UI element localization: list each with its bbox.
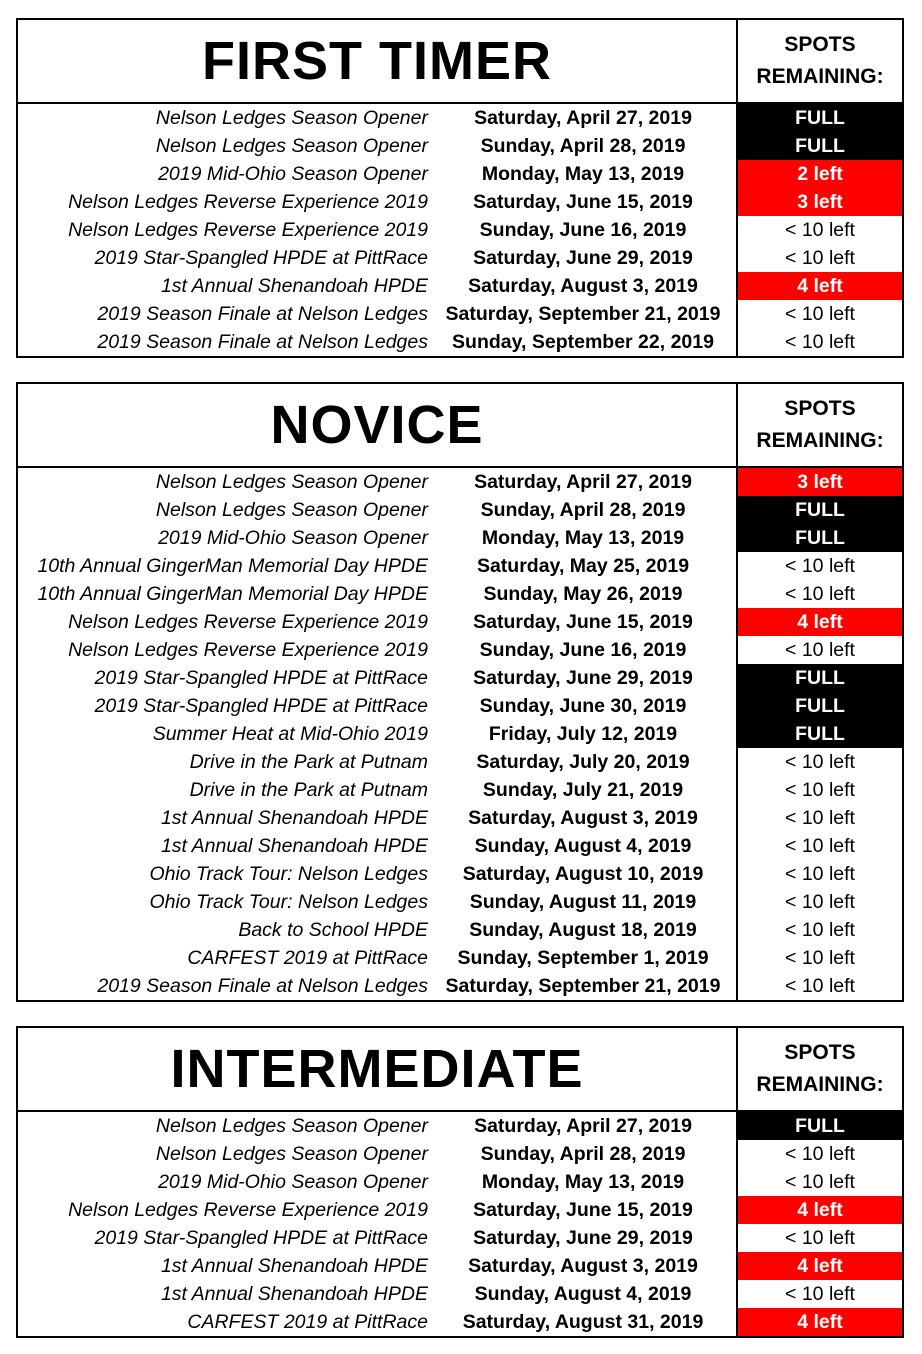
event-name: Ohio Track Tour: Nelson Ledges <box>149 863 428 885</box>
event-name: 10th Annual GingerMan Memorial Day HPDE <box>37 555 428 577</box>
status-badge: 4 left <box>736 1308 902 1336</box>
event-date: Saturday, August 3, 2019 <box>468 807 698 829</box>
section-intermediate <box>16 1026 904 1338</box>
status-badge: < 10 left <box>736 216 902 244</box>
event-name: 2019 Mid-Ohio Season Opener <box>158 1171 428 1193</box>
event-date: Saturday, June 15, 2019 <box>473 611 693 633</box>
event-date: Sunday, April 28, 2019 <box>480 135 686 157</box>
status-badge: 2 left <box>736 160 902 188</box>
table-row <box>18 188 902 216</box>
event-name: 2019 Star-Spangled HPDE at PittRace <box>94 1227 428 1249</box>
status-badge: < 10 left <box>736 300 902 328</box>
status-badge: < 10 left <box>736 860 902 888</box>
table-row <box>18 468 902 496</box>
event-name: Nelson Ledges Reverse Experience 2019 <box>68 219 428 241</box>
section-title: NOVICE <box>270 395 484 455</box>
spots-header-line1: SPOTS <box>784 1041 856 1064</box>
event-date: Saturday, May 25, 2019 <box>476 555 690 577</box>
spots-remaining-header <box>736 384 902 466</box>
event-name: 1st Annual Shenandoah HPDE <box>160 835 428 857</box>
status-badge: < 10 left <box>736 748 902 776</box>
event-date: Saturday, April 27, 2019 <box>474 107 692 129</box>
event-date: Saturday, September 21, 2019 <box>445 303 721 325</box>
status-badge: 3 left <box>736 188 902 216</box>
event-date: Sunday, August 18, 2019 <box>469 919 697 941</box>
spots-header-line1: SPOTS <box>784 397 856 420</box>
spots-header-line2: REMAINING: <box>756 65 884 88</box>
spots-header-line2: REMAINING: <box>756 429 884 452</box>
table-row <box>18 1140 902 1168</box>
status-badge: 4 left <box>736 1252 902 1280</box>
table-row <box>18 1252 902 1280</box>
table-row <box>18 160 902 188</box>
spots-remaining-header <box>736 1028 902 1110</box>
event-date: Sunday, June 16, 2019 <box>479 219 687 241</box>
status-badge: < 10 left <box>736 636 902 664</box>
table-row <box>18 1280 902 1308</box>
section-header <box>18 20 902 104</box>
spots-header-line2: REMAINING: <box>756 1073 884 1096</box>
event-date: Saturday, July 20, 2019 <box>476 751 690 773</box>
status-badge: < 10 left <box>736 944 902 972</box>
event-date: Saturday, August 31, 2019 <box>462 1311 704 1333</box>
table-row <box>18 860 902 888</box>
status-badge: < 10 left <box>736 1280 902 1308</box>
status-badge: < 10 left <box>736 244 902 272</box>
event-date: Saturday, June 29, 2019 <box>473 247 693 269</box>
status-badge: < 10 left <box>736 328 902 356</box>
event-name: Nelson Ledges Season Opener <box>155 107 428 129</box>
event-name: Drive in the Park at Putnam <box>189 779 428 801</box>
event-name: Nelson Ledges Reverse Experience 2019 <box>68 191 428 213</box>
event-date: Saturday, June 15, 2019 <box>473 191 693 213</box>
status-badge: 4 left <box>736 272 902 300</box>
event-date: Saturday, June 15, 2019 <box>473 1199 693 1221</box>
table-row <box>18 776 902 804</box>
status-badge: < 10 left <box>736 776 902 804</box>
table-row <box>18 496 902 524</box>
table-row <box>18 832 902 860</box>
event-name: 1st Annual Shenandoah HPDE <box>160 807 428 829</box>
table-row <box>18 328 902 356</box>
table-row <box>18 524 902 552</box>
status-badge: < 10 left <box>736 888 902 916</box>
event-date: Sunday, May 26, 2019 <box>483 583 683 605</box>
table-row <box>18 636 902 664</box>
event-name: 1st Annual Shenandoah HPDE <box>160 1255 428 1277</box>
table-row <box>18 804 902 832</box>
event-name: 2019 Star-Spangled HPDE at PittRace <box>94 247 428 269</box>
event-name: 2019 Mid-Ohio Season Opener <box>158 163 428 185</box>
status-badge: 4 left <box>736 608 902 636</box>
table-row <box>18 272 902 300</box>
event-name: Nelson Ledges Season Opener <box>155 471 428 493</box>
event-name: 2019 Star-Spangled HPDE at PittRace <box>94 695 428 717</box>
spots-remaining-header <box>736 20 902 102</box>
status-badge: FULL <box>736 720 902 748</box>
event-date: Saturday, August 3, 2019 <box>468 275 698 297</box>
status-badge: < 10 left <box>736 972 902 1000</box>
status-badge: < 10 left <box>736 916 902 944</box>
event-name: Ohio Track Tour: Nelson Ledges <box>149 891 428 913</box>
table-row <box>18 244 902 272</box>
event-name: 1st Annual Shenandoah HPDE <box>160 1283 428 1305</box>
event-name: 10th Annual GingerMan Memorial Day HPDE <box>37 583 428 605</box>
table-row <box>18 748 902 776</box>
event-date: Saturday, September 21, 2019 <box>445 975 721 997</box>
event-name: Summer Heat at Mid-Ohio 2019 <box>152 723 428 745</box>
section-first-timer <box>16 18 904 358</box>
event-name: Back to School HPDE <box>238 919 428 941</box>
event-date: Sunday, April 28, 2019 <box>480 1143 686 1165</box>
table-row <box>18 720 902 748</box>
event-name: Nelson Ledges Season Opener <box>155 1115 428 1137</box>
event-name: Nelson Ledges Season Opener <box>155 1143 428 1165</box>
status-badge: < 10 left <box>736 804 902 832</box>
event-date: Sunday, September 1, 2019 <box>457 947 709 969</box>
event-date: Sunday, April 28, 2019 <box>480 499 686 521</box>
event-date: Sunday, August 11, 2019 <box>469 891 697 913</box>
table-row <box>18 216 902 244</box>
status-badge: FULL <box>736 664 902 692</box>
status-badge: < 10 left <box>736 580 902 608</box>
event-name: 2019 Season Finale at Nelson Ledges <box>97 975 428 997</box>
table-row <box>18 580 902 608</box>
event-name: 2019 Star-Spangled HPDE at PittRace <box>94 667 428 689</box>
event-name: 2019 Mid-Ohio Season Opener <box>158 527 428 549</box>
table-row <box>18 1112 902 1140</box>
section-header <box>18 1028 902 1112</box>
table-row <box>18 132 902 160</box>
event-date: Sunday, July 21, 2019 <box>482 779 684 801</box>
event-date: Saturday, April 27, 2019 <box>474 471 692 493</box>
status-badge: FULL <box>736 132 902 160</box>
event-name: 1st Annual Shenandoah HPDE <box>160 275 428 297</box>
event-date: Saturday, April 27, 2019 <box>474 1115 692 1137</box>
event-name: Nelson Ledges Reverse Experience 2019 <box>68 611 428 633</box>
section-title: INTERMEDIATE <box>170 1039 584 1099</box>
status-badge: < 10 left <box>736 1224 902 1252</box>
event-date: Saturday, August 3, 2019 <box>468 1255 698 1277</box>
status-badge: FULL <box>736 524 902 552</box>
event-date: Saturday, August 10, 2019 <box>462 863 704 885</box>
event-name: 2019 Season Finale at Nelson Ledges <box>97 303 428 325</box>
event-name: Drive in the Park at Putnam <box>189 751 428 773</box>
status-badge: < 10 left <box>736 832 902 860</box>
event-name: CARFEST 2019 at PittRace <box>187 1311 428 1333</box>
event-name: Nelson Ledges Season Opener <box>155 135 428 157</box>
event-date: Saturday, June 29, 2019 <box>473 1227 693 1249</box>
status-badge: FULL <box>736 1112 902 1140</box>
table-row <box>18 1168 902 1196</box>
table-row <box>18 608 902 636</box>
status-badge: 3 left <box>736 468 902 496</box>
event-date: Sunday, September 22, 2019 <box>452 331 714 353</box>
event-date: Saturday, June 29, 2019 <box>473 667 693 689</box>
table-row <box>18 1224 902 1252</box>
event-date: Sunday, August 4, 2019 <box>474 1283 692 1305</box>
status-badge: < 10 left <box>736 1140 902 1168</box>
event-date: Sunday, June 16, 2019 <box>479 639 687 661</box>
section-novice <box>16 382 904 1002</box>
event-name: Nelson Ledges Season Opener <box>155 499 428 521</box>
table-row <box>18 972 902 1000</box>
table-row <box>18 692 902 720</box>
table-row <box>18 300 902 328</box>
table-row <box>18 552 902 580</box>
status-badge: FULL <box>736 496 902 524</box>
event-name: CARFEST 2019 at PittRace <box>187 947 428 969</box>
table-row <box>18 104 902 132</box>
event-date: Monday, May 13, 2019 <box>481 1171 685 1193</box>
status-badge: FULL <box>736 692 902 720</box>
status-badge: < 10 left <box>736 1168 902 1196</box>
table-row <box>18 1308 902 1336</box>
status-badge: FULL <box>736 104 902 132</box>
status-badge: < 10 left <box>736 552 902 580</box>
event-name: Nelson Ledges Reverse Experience 2019 <box>68 639 428 661</box>
event-name: Nelson Ledges Reverse Experience 2019 <box>68 1199 428 1221</box>
section-title: FIRST TIMER <box>202 31 552 91</box>
status-badge: 4 left <box>736 1196 902 1224</box>
table-row <box>18 1196 902 1224</box>
spots-header-line1: SPOTS <box>784 33 856 56</box>
event-name: 2019 Season Finale at Nelson Ledges <box>97 331 428 353</box>
event-date: Monday, May 13, 2019 <box>481 527 685 549</box>
section-header <box>18 384 902 468</box>
table-row <box>18 888 902 916</box>
event-date: Monday, May 13, 2019 <box>481 163 685 185</box>
table-row <box>18 916 902 944</box>
event-date: Sunday, August 4, 2019 <box>474 835 692 857</box>
event-date: Friday, July 12, 2019 <box>488 723 678 745</box>
event-date: Sunday, June 30, 2019 <box>479 695 687 717</box>
table-row <box>18 944 902 972</box>
table-row <box>18 664 902 692</box>
